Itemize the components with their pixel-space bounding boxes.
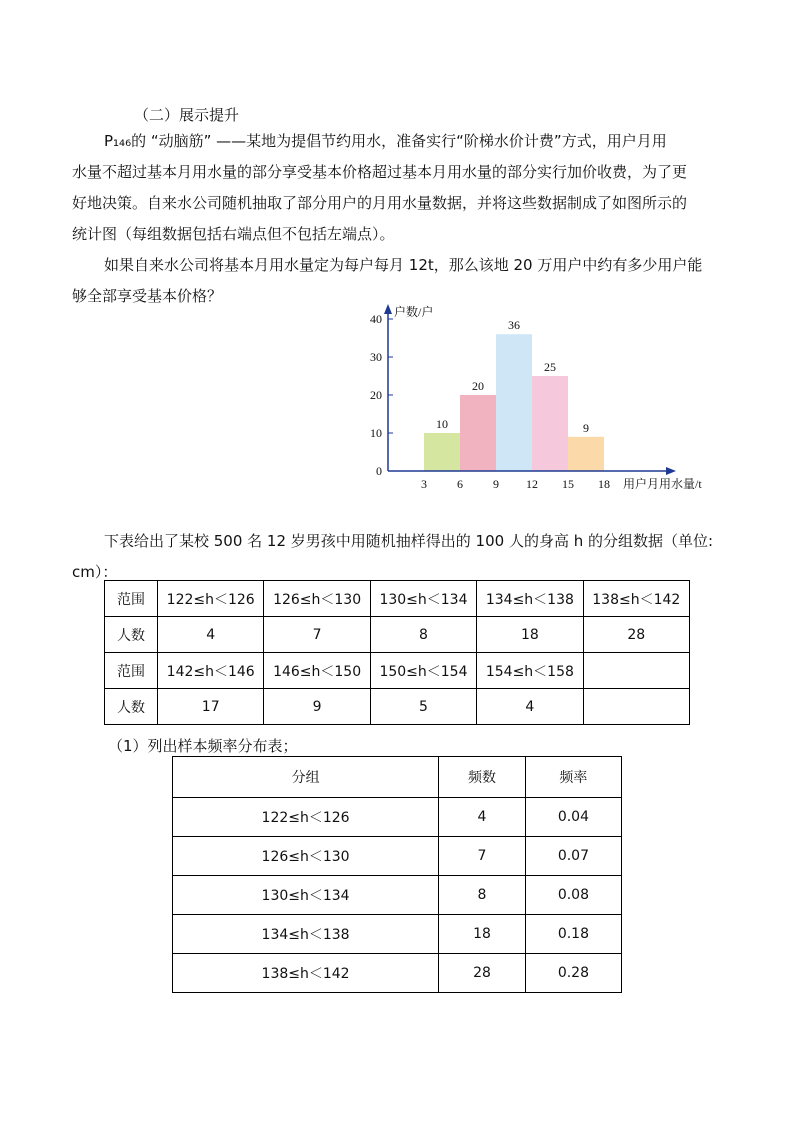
bar-data-label: 25 <box>544 360 556 374</box>
table-cell: 146≤h＜150 <box>264 653 370 689</box>
x-tick-label: 3 <box>421 477 427 491</box>
table-cell: 5 <box>370 689 476 725</box>
table-cell: 134≤h＜138 <box>477 581 583 617</box>
x-tick-label: 12 <box>526 477 538 491</box>
x-tick-label: 6 <box>457 477 463 491</box>
problem2-line2: cm）： <box>72 563 118 581</box>
table-row <box>105 581 690 617</box>
table-cell: 0.07 <box>525 837 621 876</box>
table-cell: 7 <box>264 617 370 653</box>
table-cell: 122≤h＜126 <box>173 798 439 837</box>
problem1-line5: 如果自来水公司将基本月用水量定为每户每月 12t，那么该地 20 万用户中约有多少用户能 <box>104 256 703 274</box>
y-tick-label: 30 <box>370 350 382 364</box>
x-tick-label: 9 <box>493 477 499 491</box>
problem1-line3: 好地决策。自来水公司随机抽取了部分用户的月用水量数据，并将这些数据制成了如图所示的 <box>72 194 688 212</box>
table-cell: 154≤h＜158 <box>477 653 583 689</box>
y-tick-label: 40 <box>370 312 382 326</box>
row-header-cell: 人数 <box>105 617 158 653</box>
problem1-line6: 够全部享受基本价格？ <box>72 287 223 305</box>
table-row <box>173 954 622 993</box>
histogram-bar <box>460 395 496 471</box>
x-tick-label: 18 <box>598 477 610 491</box>
table-header-row <box>173 757 622 798</box>
table-cell: 18 <box>477 617 583 653</box>
frequency-distribution-table <box>172 756 622 993</box>
table-cell: 138≤h＜142 <box>173 954 439 993</box>
row-header-cell: 范围 <box>105 581 158 617</box>
column-header: 频数 <box>439 757 526 798</box>
table-cell: 8 <box>370 617 476 653</box>
bar-data-label: 9 <box>583 420 589 435</box>
histogram-bar <box>424 433 460 471</box>
y-tick-label: 10 <box>370 426 382 440</box>
problem1-line1: P₁₄₆的 “动脑筋” ——某地为提倡节约用水，准备实行“阶梯水价计费”方式，用户月用 <box>104 132 667 150</box>
problem1-line4: 统计图（每组数据包括右端点但不包括左端点）。 <box>72 225 395 243</box>
table-cell: 0.28 <box>525 954 621 993</box>
height-data-table <box>104 580 690 725</box>
y-axis-label: 户数/户 <box>394 305 434 319</box>
table-row <box>173 837 622 876</box>
table-cell: 28 <box>583 617 689 653</box>
histogram-bar <box>568 437 604 471</box>
table-cell: 0.08 <box>525 876 621 915</box>
table-cell <box>583 653 689 689</box>
y-axis-arrow-icon <box>384 304 392 314</box>
row-header-cell: 范围 <box>105 653 158 689</box>
table-cell: 138≤h＜142 <box>583 581 689 617</box>
table-cell: 4 <box>477 689 583 725</box>
table-cell: 17 <box>158 689 264 725</box>
table-cell: 0.18 <box>525 915 621 954</box>
table-row <box>173 915 622 954</box>
table-cell: 126≤h＜130 <box>173 837 439 876</box>
table-cell: 150≤h＜154 <box>370 653 476 689</box>
table-cell: 134≤h＜138 <box>173 915 439 954</box>
section-heading: （二）展示提升 <box>134 106 240 124</box>
sub-question-1: （1）列出样本频率分布表； <box>108 737 298 755</box>
table-cell: 8 <box>439 876 526 915</box>
table-row <box>105 689 690 725</box>
table-cell: 18 <box>439 915 526 954</box>
table-row <box>105 617 690 653</box>
table-cell: 4 <box>439 798 526 837</box>
histogram-bar <box>532 376 568 471</box>
problem2-line1: 下表给出了某校 500 名 12 岁男孩中用随机抽样得出的 100 人的身高 h 的分组数据（单位: <box>104 532 714 550</box>
y-tick-label: 20 <box>370 388 382 402</box>
water-usage-histogram <box>340 296 740 496</box>
table-cell: 28 <box>439 954 526 993</box>
table-cell: 122≤h＜126 <box>158 581 264 617</box>
table-cell: 126≤h＜130 <box>264 581 370 617</box>
table-cell: 0.04 <box>525 798 621 837</box>
column-header: 频率 <box>525 757 621 798</box>
column-header: 分组 <box>173 757 439 798</box>
x-tick-label: 15 <box>562 477 574 491</box>
table-cell: 9 <box>264 689 370 725</box>
bar-data-label: 36 <box>508 318 520 333</box>
row-header-cell: 人数 <box>105 689 158 725</box>
x-axis-label: 用户月用水量/t <box>623 477 702 491</box>
problem1-line2: 水量不超过基本月用水量的部分享受基本价格超过基本月用水量的部分实行加价收费，为了更 <box>72 163 688 181</box>
x-axis-arrow-icon <box>666 467 676 475</box>
table-row <box>173 876 622 915</box>
table-cell: 130≤h＜134 <box>370 581 476 617</box>
y-tick-label: 0 <box>376 464 382 478</box>
table-cell <box>583 689 689 725</box>
table-cell: 7 <box>439 837 526 876</box>
table-cell: 130≤h＜134 <box>173 876 439 915</box>
table-cell: 142≤h＜146 <box>158 653 264 689</box>
table-cell: 4 <box>158 617 264 653</box>
bar-data-label: 20 <box>472 379 484 393</box>
table-row <box>105 653 690 689</box>
table-row <box>173 798 622 837</box>
histogram-bar <box>496 334 532 471</box>
bar-data-label: 10 <box>436 417 448 431</box>
